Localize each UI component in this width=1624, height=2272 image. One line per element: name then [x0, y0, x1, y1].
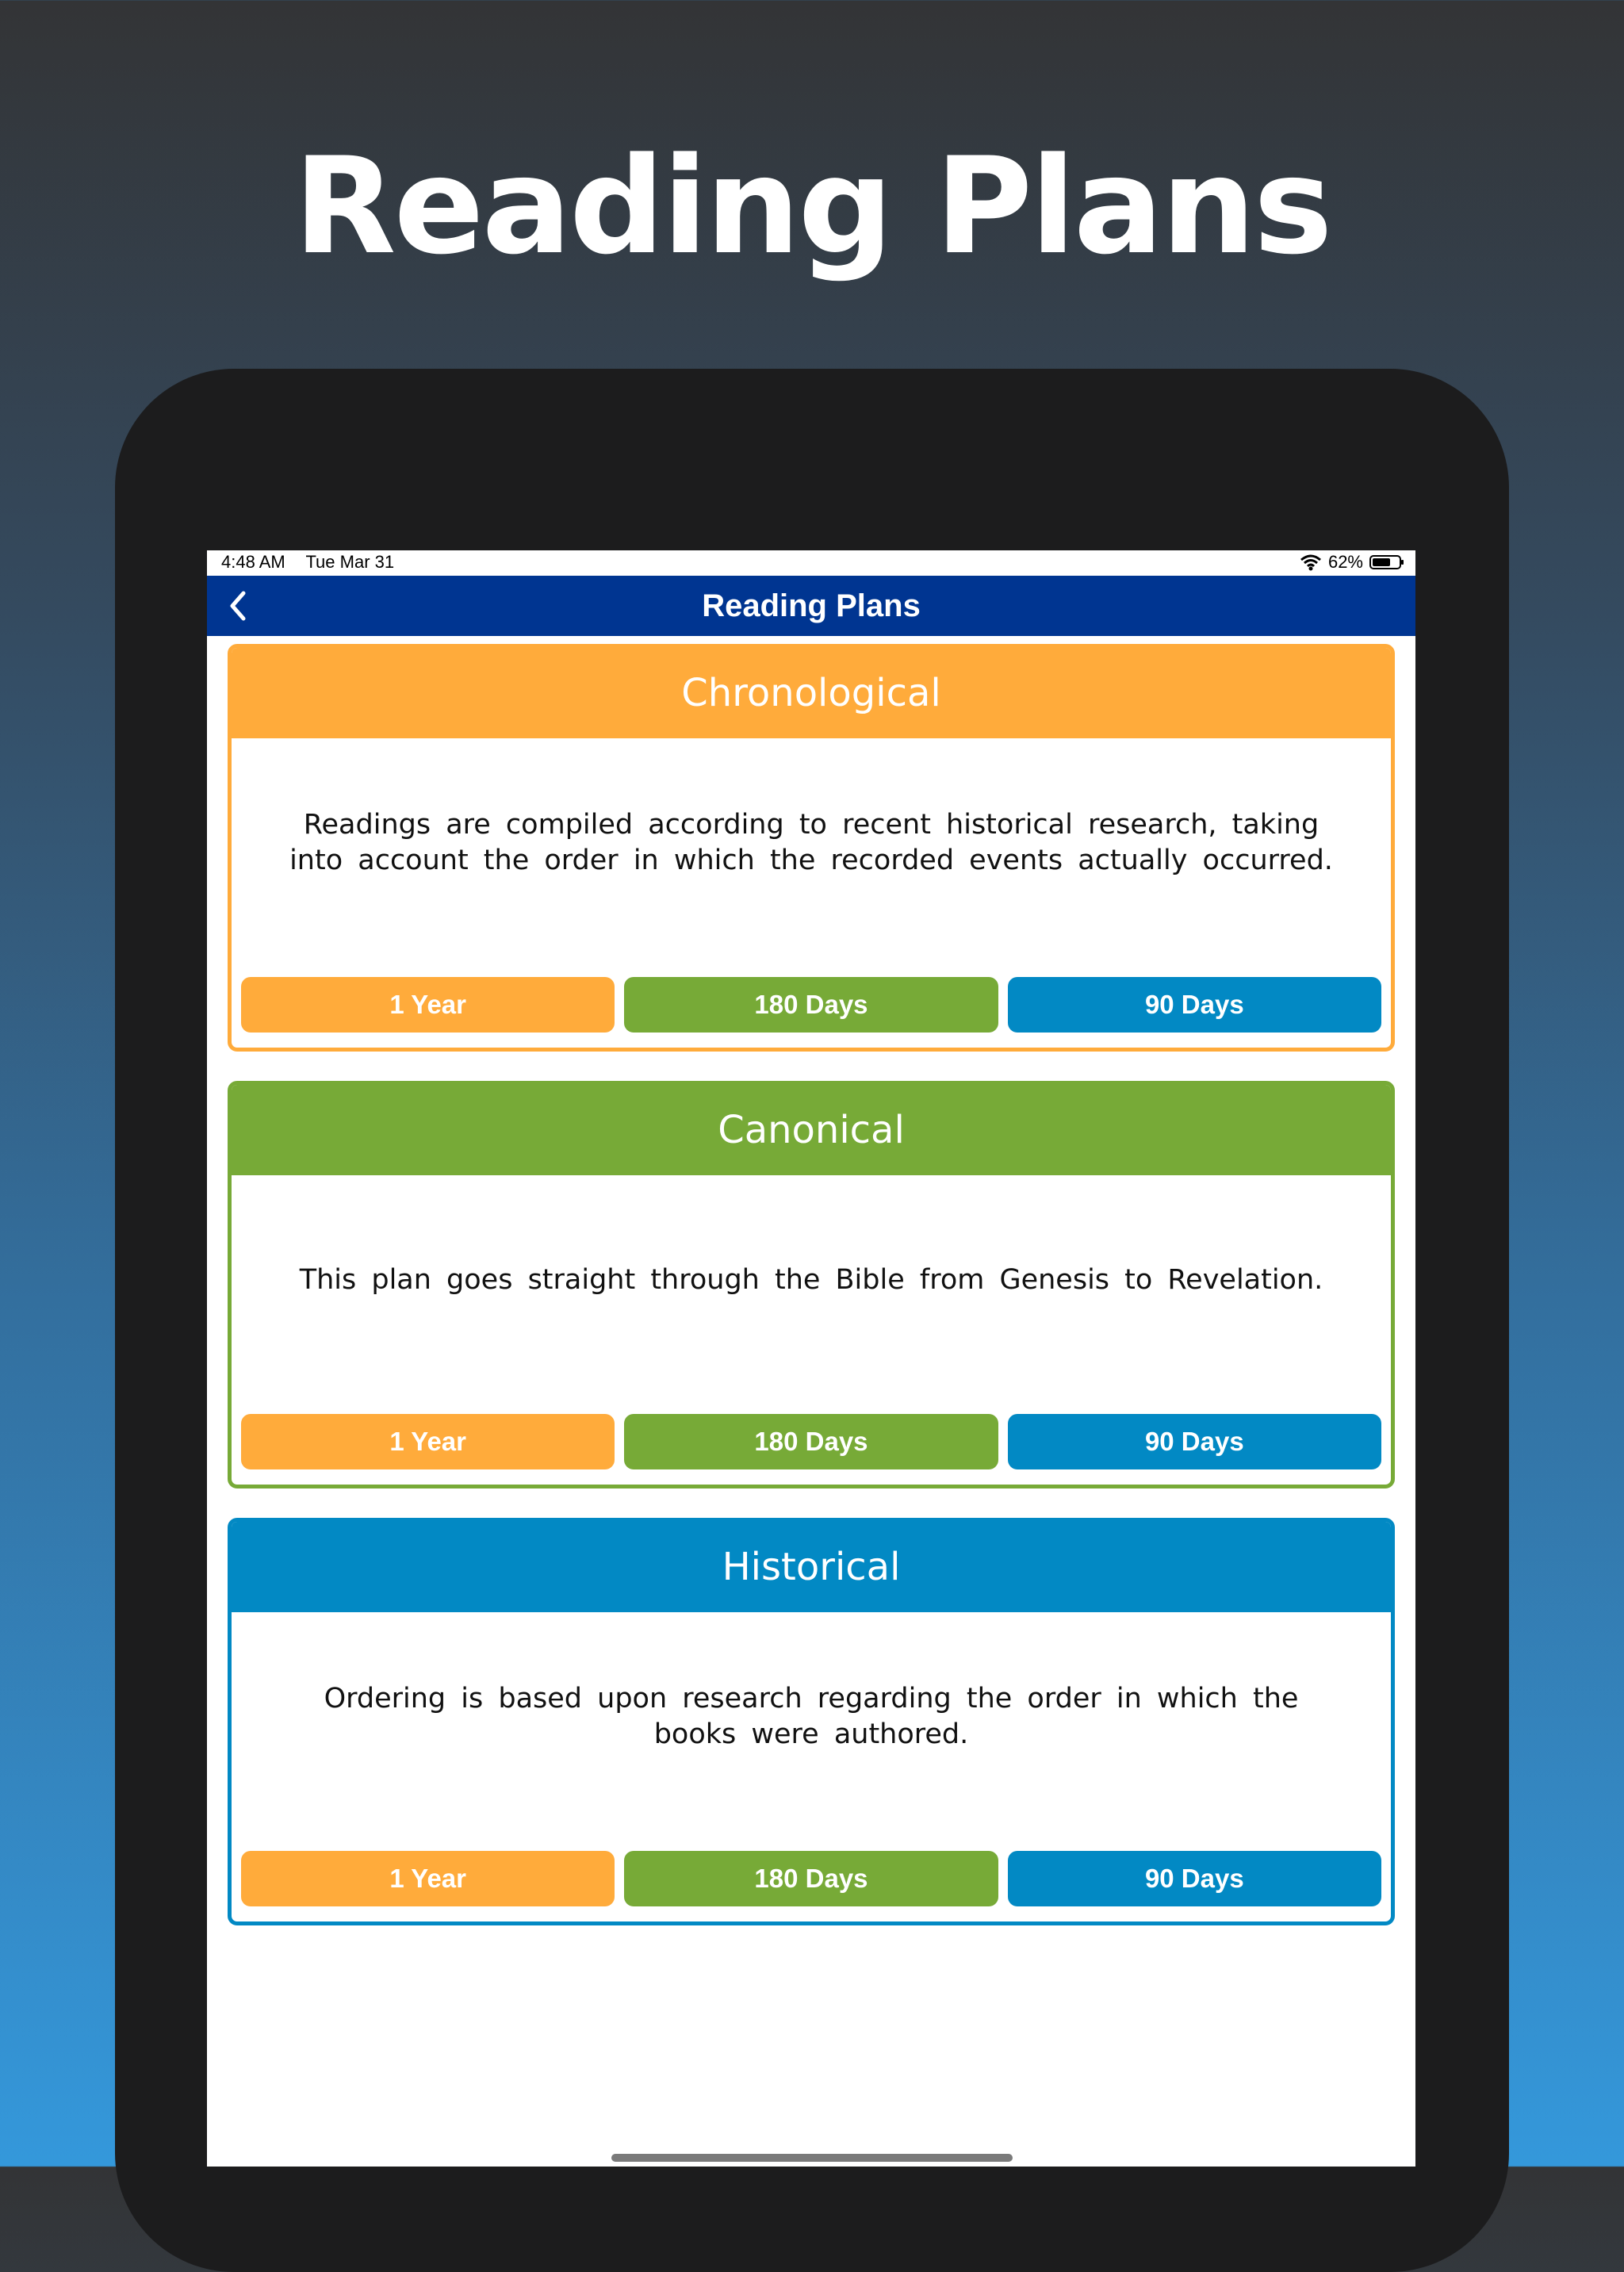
- plan-1-year-button[interactable]: 1 Year: [241, 1851, 615, 1906]
- plan-90-days-button[interactable]: 90 Days: [1008, 977, 1381, 1033]
- plan-card-description: This plan goes straight through the Bible from Genesis to Revelation.: [299, 1263, 1323, 1296]
- status-bar: [207, 550, 1415, 576]
- home-indicator[interactable]: [611, 2154, 1013, 2162]
- plan-180-days-button[interactable]: 180 Days: [624, 977, 998, 1033]
- plan-card-historical: [228, 1518, 1395, 1925]
- back-button[interactable]: [218, 585, 259, 626]
- plan-card-title: Canonical: [232, 1085, 1391, 1175]
- plan-1-year-button[interactable]: 1 Year: [241, 977, 615, 1033]
- plan-card-chronological: [228, 644, 1395, 1052]
- battery-percent: 62%: [1327, 552, 1363, 572]
- status-time: 4:48 AM: [221, 552, 285, 572]
- plan-card-title: Historical: [232, 1522, 1391, 1612]
- navigation-bar: [207, 576, 1415, 636]
- plan-card-description: Readings are compiled according to recent historical research, taking into account the order in which the recorded events actually occurred.: [289, 809, 1333, 876]
- plan-90-days-button[interactable]: 90 Days: [1008, 1851, 1381, 1906]
- plan-duration-buttons: [241, 1414, 1381, 1469]
- plan-card-canonical: [228, 1081, 1395, 1488]
- plan-90-days-button[interactable]: 90 Days: [1008, 1414, 1381, 1469]
- plan-180-days-button[interactable]: 180 Days: [624, 1414, 998, 1469]
- wifi-icon: [1300, 554, 1322, 571]
- plan-card-description: Ordering is based upon research regarding the order in which the books were authored.: [324, 1683, 1299, 1750]
- status-date: Tue Mar 31: [305, 552, 395, 572]
- chevron-left-icon: [218, 585, 259, 626]
- battery-icon: [1369, 554, 1404, 570]
- plan-card-title: Chronological: [232, 648, 1391, 738]
- nav-title: Reading Plans: [702, 588, 921, 623]
- plan-1-year-button[interactable]: 1 Year: [241, 1414, 615, 1469]
- promo-title: Reading Plans: [293, 128, 1331, 284]
- app-screen: [207, 550, 1415, 2167]
- plan-duration-buttons: [241, 1851, 1381, 1906]
- plan-duration-buttons: [241, 977, 1381, 1033]
- plan-180-days-button[interactable]: 180 Days: [624, 1851, 998, 1906]
